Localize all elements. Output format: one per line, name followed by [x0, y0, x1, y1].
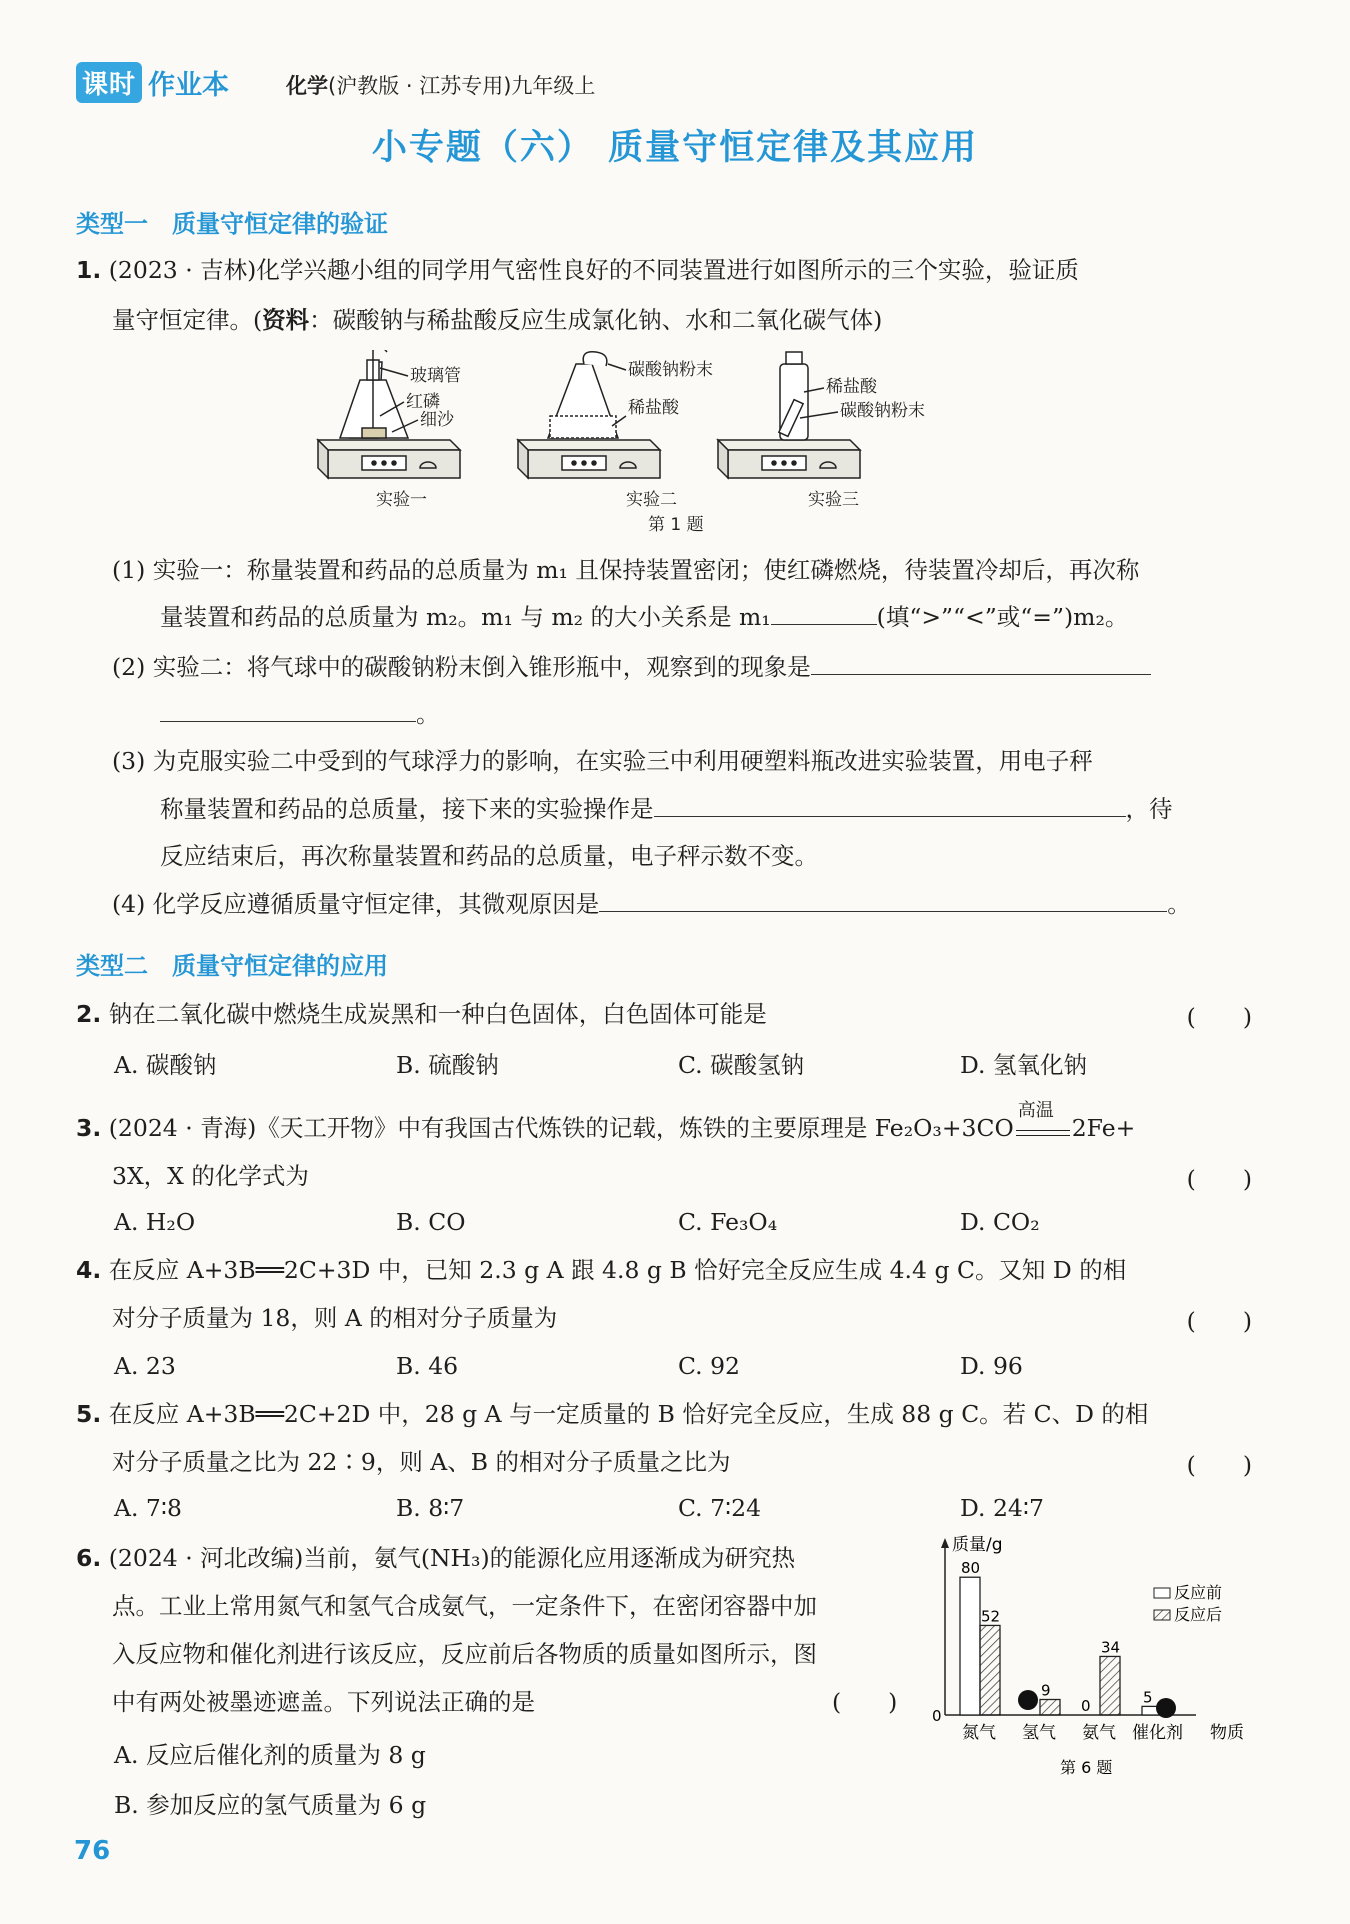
q1-fig-caption: 第 1 题 [648, 515, 704, 535]
q1-p2-end: 。 [416, 700, 440, 728]
chart-legend [1154, 1583, 1222, 1624]
q5-option-d[interactable]: D. 24∶7 [960, 1494, 1044, 1522]
legend-label-before: 反应前 [1174, 1583, 1223, 1602]
subject: 化学 [286, 74, 328, 98]
legend-swatch-after [1154, 1610, 1170, 1620]
q1-p1-hint: (填“>”“<”或“=”)m₂。 [876, 603, 1129, 631]
q1-p2-blank[interactable] [811, 652, 1151, 675]
q4-number: 4. [76, 1256, 102, 1284]
logo-box: 课时 [76, 62, 142, 103]
origin-label: 0 [932, 1707, 942, 1725]
q1-p2-line2 [160, 698, 440, 730]
q4-stem-line1 [76, 1254, 1126, 1286]
edition: (沪教版 · 江苏专用)九年级上 [328, 74, 596, 98]
q1-fig-label-red-phosphorus: 红磷 [406, 392, 440, 412]
bar-label-before-3: 5 [1143, 1688, 1153, 1707]
q1-number: 1. [76, 256, 102, 284]
q1-fig-label-glass-tube: 玻璃管 [410, 366, 461, 386]
ink-blot-0 [1018, 1690, 1038, 1710]
bar-label-before-0: 80 [961, 1559, 981, 1578]
q6-chart-caption: 第 6 题 [1060, 1758, 1113, 1777]
q3-stem-a: (2024 · 青海)《天工开物》中有我国古代炼铁的记载，炼铁的主要原理是 Fe₂O₃+3CO [108, 1114, 1014, 1142]
bar-after-2 [1100, 1656, 1120, 1715]
category-label-0: 氮气 [962, 1723, 996, 1743]
header-subtitle [286, 70, 595, 100]
q1-p4-end: 。 [1167, 890, 1191, 918]
q4-stem-line2: 对分子质量为 18，则 A 的相对分子质量为 [112, 1304, 558, 1332]
x-axis-label: 物质 [1210, 1723, 1244, 1743]
y-axis-label: 质量/g [952, 1535, 1003, 1555]
q5-option-c[interactable]: C. 7∶24 [678, 1494, 762, 1522]
q1-stem-line2 [112, 304, 882, 336]
q2-stem [76, 998, 767, 1030]
q5-number: 5. [76, 1400, 102, 1428]
q1-fig-label-sand: 细沙 [420, 410, 454, 430]
y-axis-arrow-icon [941, 1538, 949, 1548]
q4-stem-a: 在反应 A+3B══2C+3D 中，已知 2.3 g A 跟 4.8 g B 恰好完全反应生成 4.4 g C。又知 D 的相 [108, 1256, 1127, 1284]
q4-option-c[interactable]: C. 92 [678, 1352, 740, 1380]
bar-label-after-2: 34 [1101, 1638, 1121, 1657]
q1-fig-label-hcl-3: 稀盐酸 [826, 377, 877, 397]
q1-p4-text: (4) 化学反应遵循质量守恒定律，其微观原因是 [112, 890, 600, 918]
q1-p3-blank[interactable] [654, 794, 1126, 817]
q3-reaction-arrow [1016, 1100, 1070, 1136]
q1-p3-text: 称量装置和药品的总质量，接下来的实验操作是 [160, 795, 654, 823]
section-heading-2: 类型二 质量守恒定律的应用 [76, 952, 388, 980]
q6-number: 6. [76, 1544, 102, 1572]
bar-label-before-2: 0 [1081, 1697, 1091, 1715]
q3-stem-a2: 2Fe+ [1071, 1114, 1136, 1142]
q5-stem-line2: 对分子质量之比为 22∶9，则 A、B 的相对分子质量之比为 [112, 1448, 731, 1476]
q1-p2-text: (2) 实验二：将气球中的碳酸钠粉末倒入锥形瓶中，观察到的现象是 [112, 653, 811, 681]
q1-stem-b1: 量守恒定律。( [112, 306, 263, 334]
q2-option-a[interactable]: A. 碳酸钠 [114, 1051, 217, 1079]
q4-answer-paren[interactable]: ( ) [1186, 1307, 1252, 1335]
q1-stem-b2: ：碳酸钠与稀盐酸反应生成氯化钠、水和二氧化碳气体) [309, 306, 883, 334]
q1-p4-blank[interactable] [599, 889, 1167, 912]
q5-stem-a: 在反应 A+3B══2C+2D 中，28 g A 与一定质量的 B 恰好完全反应，生成 88 g C。若 C、D 的相 [108, 1400, 1149, 1428]
category-label-1: 氢气 [1022, 1723, 1056, 1743]
legend-swatch-before [1154, 1588, 1170, 1598]
q2-option-c[interactable]: C. 碳酸氢钠 [678, 1051, 805, 1079]
q6-bar-chart [920, 1530, 1260, 1780]
ink-blot-1 [1156, 1698, 1176, 1718]
q6-stem-line2: 点。工业上常用氮气和氢气合成氨气，一定条件下，在密闭容器中加 [112, 1592, 817, 1620]
bar-after-1 [1040, 1700, 1060, 1716]
q6-answer-paren[interactable]: ( ) [832, 1688, 898, 1716]
q1-fig-label-sodium-carbonate-3: 碳酸钠粉末 [840, 401, 925, 421]
q1-figure [300, 350, 1060, 550]
q6-stem-line1 [76, 1542, 795, 1574]
q2-number: 2. [76, 1000, 102, 1028]
q5-option-a[interactable]: A. 7∶8 [114, 1494, 182, 1522]
q5-option-b[interactable]: B. 8∶7 [396, 1494, 465, 1522]
q1-p3-line1: (3) 为克服实验二中受到的气球浮力的影响，在实验三中利用硬塑料瓶改进实验装置，用电子秤 [112, 747, 1093, 775]
q2-answer-paren[interactable]: ( ) [1186, 1003, 1252, 1031]
q6-stem-line3: 入反应物和催化剂进行该反应，反应前后各物质的质量如图所示，图 [112, 1640, 817, 1668]
legend-label-after: 反应后 [1174, 1605, 1223, 1624]
q2-stem-text: 钠在二氧化碳中燃烧生成炭黑和一种白色固体，白色固体可能是 [108, 1000, 767, 1028]
q1-p3-line3: 反应结束后，再次称量装置和药品的总质量，电子秤示数不变。 [160, 842, 818, 870]
q5-stem-line1 [76, 1398, 1148, 1430]
q3-stem-line1 [76, 1100, 1136, 1144]
category-label-3: 催化剂 [1132, 1723, 1183, 1743]
section-heading-1: 类型一 质量守恒定律的验证 [76, 210, 388, 238]
q4-option-b[interactable]: B. 46 [396, 1352, 459, 1380]
q1-stem-line1 [76, 254, 1079, 286]
bar-label-after-1: 9 [1041, 1681, 1051, 1700]
q1-p1-blank[interactable] [771, 602, 877, 625]
logo-text: 作业本 [148, 69, 230, 101]
q1-p3-line2 [160, 793, 1173, 825]
q6-stem-line4: 中有两处被墨迹遮盖。下列说法正确的是 [112, 1688, 535, 1716]
q1-p2-blank-cont[interactable] [160, 699, 416, 722]
q3-option-b[interactable]: B. CO [396, 1208, 466, 1236]
q1-fig-caption-exp1: 实验一 [376, 490, 427, 510]
q3-option-d[interactable]: D. CO₂ [960, 1208, 1040, 1236]
q6-option-a[interactable]: A. 反应后催化剂的质量为 8 g [114, 1741, 426, 1769]
brand-logo [76, 62, 229, 102]
category-label-2: 氨气 [1082, 1723, 1116, 1743]
q4-option-d[interactable]: D. 96 [960, 1352, 1023, 1380]
bar-label-after-0: 52 [981, 1607, 1001, 1626]
q1-p1-line2 [160, 601, 1128, 633]
q3-option-a[interactable]: A. H₂O [114, 1208, 196, 1236]
q6-option-b[interactable]: B. 参加反应的氢气质量为 6 g [114, 1791, 427, 1819]
bar-before-0 [960, 1577, 980, 1715]
q1-p4-line1 [112, 888, 1191, 920]
q1-p1-text: 量装置和药品的总质量为 m₂。m₁ 与 m₂ 的大小关系是 m₁ [160, 603, 771, 631]
q3-option-c[interactable]: C. Fe₃O₄ [678, 1208, 778, 1236]
q1-fig-label-sodium-carbonate-2: 碳酸钠粉末 [628, 360, 713, 380]
q3-answer-paren[interactable]: ( ) [1186, 1165, 1252, 1193]
bar-after-0 [980, 1625, 1000, 1715]
q2-option-b[interactable]: B. 硫酸钠 [396, 1051, 499, 1079]
q1-fig-label-hcl-2: 稀盐酸 [628, 398, 679, 418]
q3-number: 3. [76, 1114, 102, 1142]
q5-answer-paren[interactable]: ( ) [1186, 1451, 1252, 1479]
q2-option-d[interactable]: D. 氢氧化钠 [960, 1051, 1087, 1079]
q6-line-1: (2024 · 河北改编)当前，氨气(NH₃)的能源化应用逐渐成为研究热 [108, 1544, 796, 1572]
q4-option-a[interactable]: A. 23 [114, 1352, 176, 1380]
page-title: 小专题（六） 质量守恒定律及其应用 [371, 128, 979, 168]
q3-condition: 高温 [1017, 1100, 1054, 1121]
q1-p1-line1: (1) 实验一：称量装置和药品的总质量为 m₁ 且保持装置密闭；使红磷燃烧，待装置冷却后，再次称 [112, 556, 1140, 584]
q1-stem-bold: 资料 [262, 306, 310, 334]
q1-fig-caption-exp3: 实验三 [808, 490, 859, 510]
q1-stem-a: (2023 · 吉林)化学兴趣小组的同学用气密性良好的不同装置进行如图所示的三个实验，验证质 [108, 256, 1079, 284]
q1-p2-line1 [112, 651, 1151, 683]
q1-fig-caption-exp2: 实验二 [626, 490, 677, 510]
q3-stem-line2: 3X，X 的化学式为 [112, 1162, 309, 1190]
q1-p3-end: ，待 [1125, 795, 1173, 823]
page-number: 76 [74, 1836, 111, 1866]
